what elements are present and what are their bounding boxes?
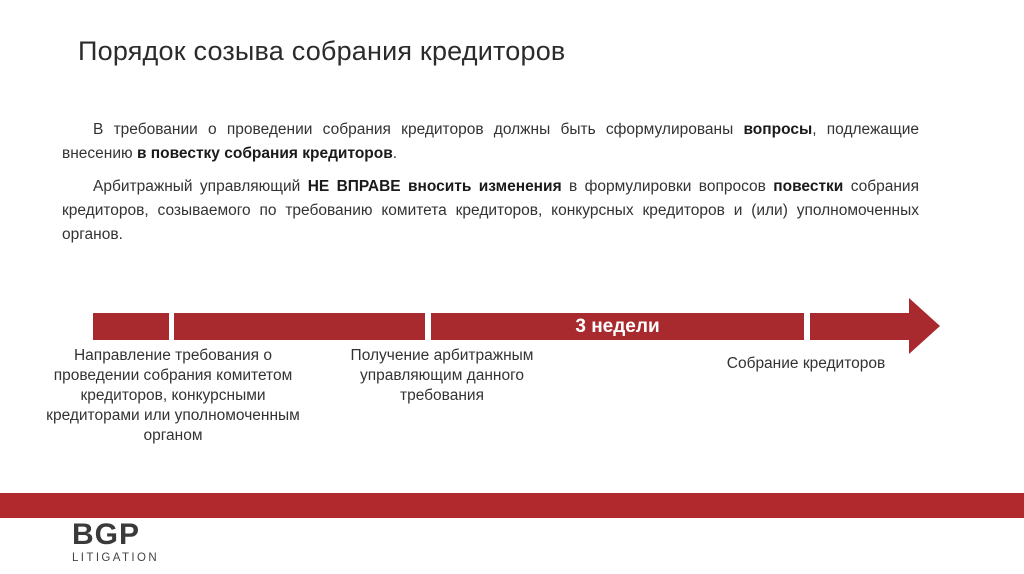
timeline-segment-4 bbox=[810, 313, 911, 340]
arrowhead-icon bbox=[909, 298, 940, 354]
p2-bold-agenda: повестки bbox=[773, 178, 844, 195]
slide-title: Порядок созыва собрания кредиторов bbox=[78, 36, 566, 66]
logo-sub-text: LITIGATION bbox=[72, 552, 160, 564]
p1-bold-questions: вопросы bbox=[743, 121, 813, 138]
p1-bold-agenda: в повестку собрания кредиторов bbox=[136, 145, 393, 162]
duration-label: 3 недели bbox=[575, 316, 660, 337]
p1-text-1: В требовании о проведении собрания кредиторов должны быть сформулированы bbox=[93, 121, 744, 138]
logo-main-text: BGP bbox=[72, 518, 141, 551]
paragraph-requirement bbox=[62, 118, 919, 166]
timeline-segment-1 bbox=[93, 313, 169, 340]
footer-bar bbox=[0, 493, 1024, 518]
caption-creditors-meeting: Собрание кредиторов bbox=[726, 355, 886, 372]
caption-request-received: Получение арбитражным управляющим данного требования bbox=[350, 347, 534, 404]
caption-request-sent: Направление требования о проведении собрания комитетом кредиторов, конкурсными кредиторами или уполномоченным органом bbox=[46, 347, 300, 444]
paragraph-restriction bbox=[62, 175, 919, 247]
slide-body bbox=[62, 118, 919, 256]
timeline-segment-2 bbox=[174, 313, 425, 340]
p2-text-1: Арбитражный управляющий bbox=[93, 178, 308, 195]
p1-text-2: , подлежащие внесению bbox=[62, 121, 919, 162]
company-logo bbox=[72, 520, 159, 564]
p2-text-3: собрания кредиторов, созываемого по требованию комитета кредиторов, конкурсных кредиторов и (или) уполномоченных органов. bbox=[62, 178, 919, 243]
p2-bold-not-allowed: НЕ ВПРАВЕ вносить изменения bbox=[307, 178, 562, 195]
p2-text-2: в формулировки вопросов bbox=[561, 178, 774, 195]
p1-text-3: . bbox=[392, 145, 398, 162]
timeline-segment-3 bbox=[431, 313, 804, 340]
